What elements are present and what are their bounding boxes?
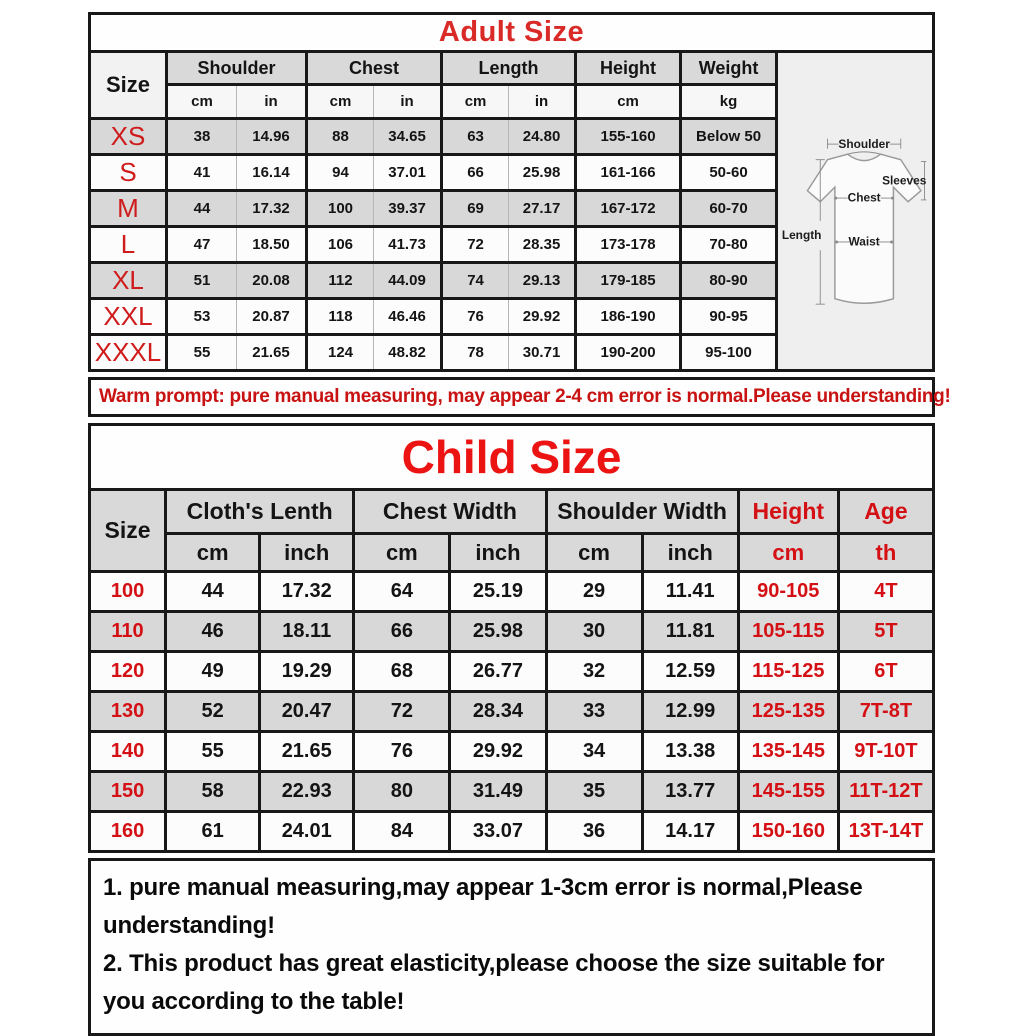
cell: 58 — [166, 772, 260, 812]
cell: 29.92 — [450, 732, 546, 772]
cell: 49 — [166, 652, 260, 692]
cell: 90-95 — [681, 299, 777, 335]
cell: 179-185 — [576, 263, 681, 299]
cell: 70-80 — [681, 227, 777, 263]
cell: 29 — [546, 572, 642, 612]
cell: 9T-10T — [838, 732, 933, 772]
notes-box — [88, 858, 935, 1036]
cell: 53 — [167, 299, 237, 335]
adult-title: Adult Size — [438, 16, 585, 48]
adult-table-row — [90, 299, 777, 335]
cell: 13.38 — [642, 732, 738, 772]
size-label: 160 — [90, 812, 166, 852]
cell: 125-135 — [738, 692, 838, 732]
cell: 21.65 — [237, 335, 307, 371]
unit-label: cm — [442, 85, 509, 119]
cell: 35 — [546, 772, 642, 812]
cell: 37.01 — [374, 155, 442, 191]
child-table-row — [90, 612, 934, 652]
unit-label: inch — [642, 534, 738, 572]
cell: 84 — [354, 812, 450, 852]
cell: 39.37 — [374, 191, 442, 227]
cell: 90-105 — [738, 572, 838, 612]
unit-label: cm — [546, 534, 642, 572]
cell: 20.87 — [237, 299, 307, 335]
cell: 44.09 — [374, 263, 442, 299]
unit-label: inch — [450, 534, 546, 572]
cell: 135-145 — [738, 732, 838, 772]
size-label: 100 — [90, 572, 166, 612]
cell: 44 — [167, 191, 237, 227]
cell: 72 — [354, 692, 450, 732]
cell: 161-166 — [576, 155, 681, 191]
cell: 11.41 — [642, 572, 738, 612]
cell: 118 — [307, 299, 374, 335]
cell: 13T-14T — [838, 812, 933, 852]
size-label: M — [90, 191, 167, 227]
child-title: Child Size — [401, 431, 622, 483]
cell: 41.73 — [374, 227, 442, 263]
cell: 22.93 — [260, 772, 354, 812]
adult-table-row — [90, 155, 777, 191]
cell: 51 — [167, 263, 237, 299]
cell: 19.29 — [260, 652, 354, 692]
child-table-row — [90, 692, 934, 732]
size-label: XS — [90, 119, 167, 155]
cell: 17.32 — [260, 572, 354, 612]
unit-label: in — [374, 85, 442, 119]
cell: 68 — [354, 652, 450, 692]
cell: 12.59 — [642, 652, 738, 692]
adult-table-row — [90, 119, 777, 155]
cell: 80 — [354, 772, 450, 812]
cell: 88 — [307, 119, 374, 155]
cell: 190-200 — [576, 335, 681, 371]
cell: 29.13 — [509, 263, 576, 299]
cell: 173-178 — [576, 227, 681, 263]
size-label: 110 — [90, 612, 166, 652]
size-label: 150 — [90, 772, 166, 812]
size-label: S — [90, 155, 167, 191]
unit-label: inch — [260, 534, 354, 572]
cell: 186-190 — [576, 299, 681, 335]
cell: 46.46 — [374, 299, 442, 335]
adult-table-row — [90, 191, 777, 227]
cell: 18.50 — [237, 227, 307, 263]
unit-label: cm — [166, 534, 260, 572]
cell: 52 — [166, 692, 260, 732]
cell: 64 — [354, 572, 450, 612]
cell: 5T — [838, 612, 933, 652]
cell: 18.11 — [260, 612, 354, 652]
adult-section — [88, 50, 935, 372]
adult-col-height: Height — [576, 52, 681, 85]
cell: 95-100 — [681, 335, 777, 371]
unit-label: in — [237, 85, 307, 119]
waist-dim-label: Waist — [848, 234, 880, 249]
child-size-header: Size — [90, 490, 166, 572]
size-label: L — [90, 227, 167, 263]
cell: 47 — [167, 227, 237, 263]
unit-label: cm — [576, 85, 681, 119]
cell: 20.47 — [260, 692, 354, 732]
cell: 155-160 — [576, 119, 681, 155]
tshirt-icon — [780, 125, 930, 337]
child-header-row — [90, 490, 934, 534]
cell: 12.99 — [642, 692, 738, 732]
warm-prompt-box — [88, 377, 951, 417]
cell: 66 — [354, 612, 450, 652]
size-label: XXL — [90, 299, 167, 335]
cell: 36 — [546, 812, 642, 852]
cell: 21.65 — [260, 732, 354, 772]
chest-dim-label: Chest — [847, 190, 881, 205]
shoulder-dim-label: Shoulder — [838, 136, 890, 151]
size-label: XXXL — [90, 335, 167, 371]
cell: 55 — [167, 335, 237, 371]
cell: 11.81 — [642, 612, 738, 652]
cell: 24.01 — [260, 812, 354, 852]
child-col-shoulder-width: Shoulder Width — [546, 490, 738, 534]
cell: 14.17 — [642, 812, 738, 852]
child-size-table — [88, 488, 935, 853]
child-table-row — [90, 572, 934, 612]
cell: 76 — [354, 732, 450, 772]
cell: 32 — [546, 652, 642, 692]
cell: 6T — [838, 652, 933, 692]
cell: 4T — [838, 572, 933, 612]
cell: 145-155 — [738, 772, 838, 812]
child-title-box — [88, 423, 935, 491]
cell: 60-70 — [681, 191, 777, 227]
cell: 55 — [166, 732, 260, 772]
sleeves-dim-label: Sleeves — [882, 173, 927, 188]
adult-table-row — [90, 227, 777, 263]
cell: 44 — [166, 572, 260, 612]
size-chart — [88, 12, 951, 1036]
note-1: 1. pure manual measuring,may appear 1-3cm error is normal,Please understanding! — [103, 874, 863, 939]
cell: 94 — [307, 155, 374, 191]
adult-col-weight: Weight — [681, 52, 777, 85]
cell: 167-172 — [576, 191, 681, 227]
cell: 61 — [166, 812, 260, 852]
child-col-age: Age — [838, 490, 933, 534]
cell: 33.07 — [450, 812, 546, 852]
adult-col-chest: Chest — [307, 52, 442, 85]
unit-label: th — [838, 534, 933, 572]
cell: 26.77 — [450, 652, 546, 692]
cell: 14.96 — [237, 119, 307, 155]
cell: 28.34 — [450, 692, 546, 732]
cell: 46 — [166, 612, 260, 652]
unit-label: kg — [681, 85, 777, 119]
size-label: 120 — [90, 652, 166, 692]
adult-table-row — [90, 335, 777, 371]
cell: 48.82 — [374, 335, 442, 371]
cell: 30.71 — [509, 335, 576, 371]
cell: 24.80 — [509, 119, 576, 155]
cell: 78 — [442, 335, 509, 371]
child-units-row — [90, 534, 934, 572]
child-table-row — [90, 812, 934, 852]
adult-header-row — [90, 52, 777, 85]
cell: 28.35 — [509, 227, 576, 263]
unit-label: cm — [354, 534, 450, 572]
cell: 41 — [167, 155, 237, 191]
adult-table-row — [90, 263, 777, 299]
cell: 72 — [442, 227, 509, 263]
unit-label: in — [509, 85, 576, 119]
cell: 38 — [167, 119, 237, 155]
child-col-height: Height — [738, 490, 838, 534]
cell: 27.17 — [509, 191, 576, 227]
cell: 112 — [307, 263, 374, 299]
cell: 106 — [307, 227, 374, 263]
cell: 74 — [442, 263, 509, 299]
child-table-row — [90, 732, 934, 772]
cell: 34.65 — [374, 119, 442, 155]
cell: 30 — [546, 612, 642, 652]
cell: 16.14 — [237, 155, 307, 191]
adult-units-row — [90, 85, 777, 119]
cell: 63 — [442, 119, 509, 155]
cell: 25.98 — [450, 612, 546, 652]
cell: 80-90 — [681, 263, 777, 299]
warm-prompt-text: Warm prompt: pure manual measuring, may appear 2-4 cm error is normal.Please understanding! — [99, 386, 951, 407]
length-dim-label: Length — [781, 228, 822, 243]
child-col-chest-width: Chest Width — [354, 490, 546, 534]
size-label: 140 — [90, 732, 166, 772]
cell: 115-125 — [738, 652, 838, 692]
adult-col-shoulder: Shoulder — [167, 52, 307, 85]
cell: 66 — [442, 155, 509, 191]
cell: Below 50 — [681, 119, 777, 155]
unit-label: cm — [307, 85, 374, 119]
cell: 124 — [307, 335, 374, 371]
cell: 31.49 — [450, 772, 546, 812]
adult-size-table — [88, 50, 778, 372]
cell: 11T-12T — [838, 772, 933, 812]
cell: 76 — [442, 299, 509, 335]
unit-label: cm — [738, 534, 838, 572]
child-table-row — [90, 652, 934, 692]
cell: 100 — [307, 191, 374, 227]
cell: 33 — [546, 692, 642, 732]
cell: 20.08 — [237, 263, 307, 299]
cell: 69 — [442, 191, 509, 227]
size-label: XL — [90, 263, 167, 299]
cell: 17.32 — [237, 191, 307, 227]
adult-title-box — [88, 12, 935, 53]
cell: 29.92 — [509, 299, 576, 335]
cell: 150-160 — [738, 812, 838, 852]
cell: 13.77 — [642, 772, 738, 812]
cell: 25.98 — [509, 155, 576, 191]
cell: 105-115 — [738, 612, 838, 652]
cell: 50-60 — [681, 155, 777, 191]
size-label: 130 — [90, 692, 166, 732]
cell: 34 — [546, 732, 642, 772]
note-2: 2. This product has great elasticity,please choose the size suitable for you according to the table! — [103, 950, 885, 1015]
child-col-cloth-length: Cloth's Lenth — [166, 490, 354, 534]
child-table-row — [90, 772, 934, 812]
unit-label: cm — [167, 85, 237, 119]
cell: 25.19 — [450, 572, 546, 612]
adult-size-header: Size — [90, 52, 167, 119]
tshirt-measurement-diagram — [775, 50, 935, 372]
cell: 7T-8T — [838, 692, 933, 732]
adult-col-length: Length — [442, 52, 576, 85]
